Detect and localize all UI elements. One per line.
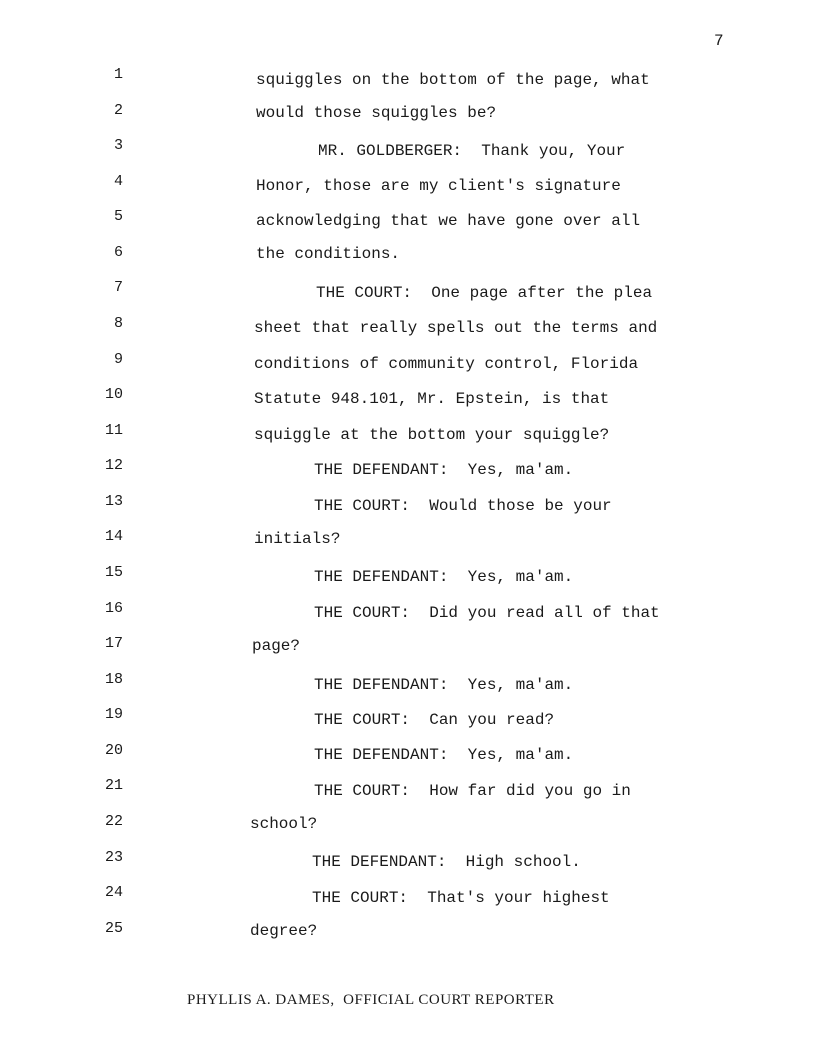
line-text: Statute 948.101, Mr. Epstein, is that <box>254 390 610 408</box>
line-text: MR. GOLDBERGER: Thank you, Your <box>318 142 626 160</box>
line-text: THE COURT: That's your highest <box>312 889 610 907</box>
line-text: THE DEFENDANT: Yes, ma'am. <box>314 746 574 764</box>
line-number: 3 <box>113 137 123 154</box>
line-text: THE DEFENDANT: Yes, ma'am. <box>314 568 574 586</box>
line-text: degree? <box>250 922 318 940</box>
line-number: 9 <box>113 351 123 368</box>
line-number: 22 <box>104 813 123 830</box>
line-text: THE COURT: One page after the plea <box>316 284 653 302</box>
footer-reporter-credit: PHYLLIS A. DAMES, OFFICIAL COURT REPORTER <box>187 992 555 1008</box>
line-text: squiggles on the bottom of the page, what <box>256 71 650 89</box>
line-text: school? <box>250 815 318 833</box>
line-text: acknowledging that we have gone over all <box>256 212 641 230</box>
line-number: 17 <box>104 635 123 652</box>
line-number: 18 <box>104 671 123 688</box>
line-text: THE COURT: How far did you go in <box>314 782 631 800</box>
line-text: THE COURT: Would those be your <box>314 497 612 515</box>
line-number: 24 <box>104 884 123 901</box>
line-number: 23 <box>104 849 123 866</box>
line-number: 15 <box>104 564 123 581</box>
line-number: 8 <box>113 315 123 332</box>
line-number: 16 <box>104 600 123 617</box>
line-number: 7 <box>113 279 123 296</box>
line-text: THE DEFENDANT: Yes, ma'am. <box>314 461 574 479</box>
line-text: would those squiggles be? <box>256 104 497 122</box>
page-number: 7 <box>714 32 724 50</box>
line-number: 5 <box>113 208 123 225</box>
line-text: THE COURT: Can you read? <box>314 711 555 729</box>
line-number: 19 <box>104 706 123 723</box>
line-number: 13 <box>104 493 123 510</box>
line-text: squiggle at the bottom your squiggle? <box>254 426 610 444</box>
line-number: 11 <box>104 422 123 439</box>
line-text: initials? <box>254 530 341 548</box>
line-text: the conditions. <box>256 245 401 263</box>
line-number: 12 <box>104 457 123 474</box>
line-number: 4 <box>113 173 123 190</box>
line-number: 1 <box>113 66 123 83</box>
line-text: conditions of community control, Florida <box>254 355 639 373</box>
line-text: sheet that really spells out the terms and <box>254 319 658 337</box>
line-number: 14 <box>104 528 123 545</box>
line-number: 25 <box>104 920 123 937</box>
line-text: THE COURT: Did you read all of that <box>314 604 660 622</box>
line-number: 2 <box>113 102 123 119</box>
line-text: Honor, those are my client's signature <box>256 177 621 195</box>
line-number: 21 <box>104 777 123 794</box>
line-number: 10 <box>104 386 123 403</box>
line-number: 20 <box>104 742 123 759</box>
line-text: THE DEFENDANT: High school. <box>312 853 581 871</box>
line-text: THE DEFENDANT: Yes, ma'am. <box>314 676 574 694</box>
line-text: page? <box>252 637 301 655</box>
line-number: 6 <box>113 244 123 261</box>
